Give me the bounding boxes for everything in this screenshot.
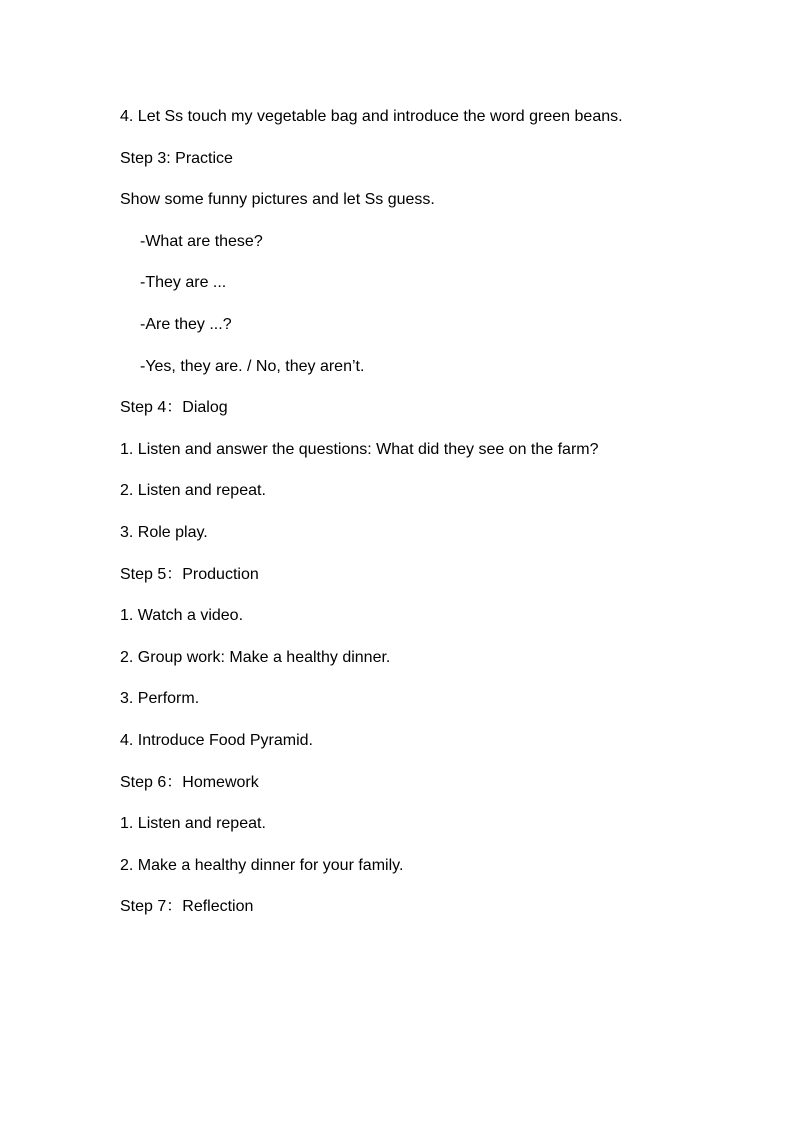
heading-step4: Step 4：Dialog — [120, 399, 228, 417]
dialog-line-answer: -They are ... — [140, 274, 227, 292]
heading-step5: Step 5：Production — [120, 565, 259, 583]
paragraph-step5-item3: 3. Perform. — [120, 690, 200, 708]
paragraph-step4-item2: 2. Listen and repeat. — [120, 482, 266, 500]
paragraph-step4-item3: 3. Role play. — [120, 523, 208, 541]
paragraph-step5-item1: 1. Watch a video. — [120, 607, 244, 625]
paragraph-step6-item1: 1. Listen and repeat. — [120, 815, 266, 833]
dialog-line-yes-no-question: -Are they ...? — [140, 315, 232, 333]
dialog-line-yes-no-answer: -Yes, they are. / No, they aren’t. — [140, 357, 365, 375]
heading-step7: Step 7：Reflection — [120, 898, 254, 916]
paragraph-practice-intro: Show some funny pictures and let Ss guess. — [120, 191, 435, 209]
paragraph-step6-item2: 2. Make a healthy dinner for your family. — [120, 856, 404, 874]
dialog-line-question: -What are these? — [140, 232, 263, 250]
heading-step6: Step 6：Homework — [120, 773, 259, 791]
heading-step3: Step 3: Practice — [120, 149, 233, 167]
paragraph-step5-item2: 2. Group work: Make a healthy dinner. — [120, 648, 391, 666]
paragraph-step4-item1: 1. Listen and answer the questions: What did they see on the farm? — [120, 440, 599, 458]
paragraph-step5-item4: 4. Introduce Food Pyramid. — [120, 731, 313, 749]
paragraph-step2-item4: 4. Let Ss touch my vegetable bag and introduce the word green beans. — [120, 108, 623, 125]
lesson-plan-body — [120, 106, 720, 938]
